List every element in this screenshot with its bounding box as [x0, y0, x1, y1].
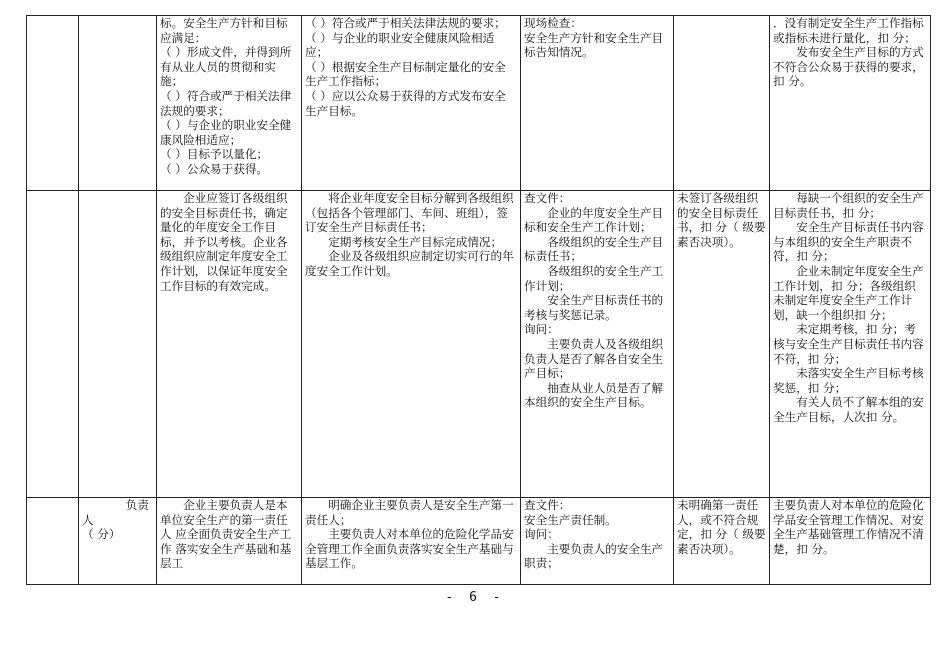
element-line: 人: [82, 512, 94, 527]
detail-cell: [302, 191, 521, 498]
detail-line: （ ）符合或严于相关法律法规的要求；: [305, 16, 506, 30]
method-cell: [521, 191, 674, 498]
method-line: 各级组织的安全生产目标责任书；: [524, 234, 664, 264]
table-row: [27, 16, 931, 191]
element-cell: [79, 498, 157, 585]
category-cell: [27, 16, 79, 191]
requirement-cell: [157, 16, 302, 191]
score-line: 未落实安全生产目标考核奖惩，扣 分；: [773, 366, 924, 395]
method-line: 查文件：: [524, 191, 571, 205]
detail-line: 明确企业主要负责人是安全生产第一责任人；: [305, 498, 514, 527]
detail-cell: [302, 16, 521, 191]
method-cell: [521, 16, 674, 191]
method-line: 企业的年度安全生产目标和安全生产工作计划；: [524, 205, 664, 235]
method-line: 安全生产方针和安全生产目标告知情况。: [524, 30, 664, 60]
score-line: 未定期考核，扣 分；考核与安全生产目标责任书内容不符，扣 分；: [773, 322, 924, 366]
detail-line: 主要负责人对本单位的危险化学品安全管理工作全面负责落实安全生产基础与基层工作。: [305, 527, 514, 571]
method-line: 现场检查：: [524, 16, 582, 30]
detail-line: 企业及各级组织应制定切实可行的年度安全工作计划。: [305, 249, 514, 278]
score-line: 安全生产目标责任书内容与本组织的安全生产职责不符，扣 分；: [773, 220, 924, 264]
score-cell: [770, 191, 931, 498]
requirement-line: （ ）目标予以量化；: [160, 147, 269, 162]
standard-table: [26, 15, 931, 585]
requirement-cell: [157, 498, 302, 585]
score-line: 每缺一个组织的安全生产目标责任书，扣 分；: [773, 191, 924, 220]
element-line: （ 分）: [82, 527, 121, 542]
veto-line: 未明确第一责任人，或不符合规定，扣 分（ 级要素否决项）。: [677, 498, 766, 556]
score-cell: [770, 498, 931, 585]
method-line: 抽查从业人员是否了解本组织的安全生产目标。: [524, 380, 664, 410]
category-cell: [27, 191, 79, 498]
table-row: [27, 498, 931, 585]
score-line: 主要负责人对本单位的危险化学品安全管理工作情况、对安全生产基础管理工作情况不清楚，扣 分。: [773, 498, 924, 556]
method-line: 主要负责人及各级组织负责人是否了解各自安全生产目标；: [524, 336, 664, 381]
page-number: - 6 -: [445, 590, 505, 605]
method-line: 查文件：: [524, 498, 571, 512]
detail-line: （ ）与企业的职业安全健康风险相适应；: [305, 30, 495, 60]
veto-cell: [674, 16, 770, 191]
method-line: 询问：: [524, 322, 559, 337]
table-row: [27, 191, 931, 498]
element-cell: [79, 16, 157, 191]
veto-cell: [674, 498, 770, 585]
detail-line: （ ）应以公众易于获得的方式发布安全生产目标。: [305, 88, 506, 118]
method-line: 询问：: [524, 527, 559, 542]
method-line: 主要负责人的安全生产职责；: [524, 541, 664, 571]
veto-cell: [674, 191, 770, 498]
method-cell: [521, 498, 674, 585]
requirement-line: （ ）符合或严于相关法律法规的要求；: [160, 88, 292, 118]
category-cell: [27, 498, 79, 585]
requirement-cell: [157, 191, 302, 498]
detail-line: 定期考核安全生产目标完成情况；: [328, 234, 503, 249]
score-line: 有关人员不了解本组的安全生产目标，人次扣 分。: [773, 395, 924, 424]
element-line: 负责: [125, 498, 149, 512]
requirement-line: 企业主要负责人是本单位安全生产的第一责任人 应全面负责安全生产工作 落实安全生产基础和基层工: [160, 498, 292, 571]
method-line: 安全生产目标责任书的考核与奖惩记录。: [524, 293, 664, 322]
veto-line: 未签订各级组织的安全目标责任书，扣 分（ 级要素否决项）。: [677, 191, 766, 249]
method-line: 各级组织的安全生产工作计划；: [524, 263, 664, 293]
element-cell: [79, 191, 157, 498]
requirement-line: 企业应签订各级组织的安全目标责任书，确定量化的年度安全工作目标，并予以考核。企业各级组织应制定年度安全工作计划，以保证年度安全工作目标的有效完成。: [160, 191, 288, 293]
requirement-line: （ ）与企业的职业安全健康风险相适应；: [160, 118, 292, 147]
score-line: ．没有制定安全生产工作指标或指标未进行量化，扣 分；: [773, 16, 924, 45]
detail-cell: [302, 498, 521, 585]
requirement-line: （ ）公众易于获得。: [160, 161, 269, 176]
score-line: 发布安全生产目标的方式不符合公众易于获得的要求，扣 分。: [773, 45, 924, 89]
detail-line: （ ）根据安全生产目标制定量化的安全生产工作指标；: [305, 59, 506, 89]
score-line: 企业未制定年度安全生产工作计划，扣 分；各级组织未制定年度安全生产工作计划，缺一个组织扣 分；: [773, 263, 924, 322]
score-cell: [770, 16, 931, 191]
requirement-line: （ ）形成文件，并得到所有从业人员的贯彻和实施；: [160, 45, 292, 89]
requirement-line: 标。安全生产方针和目标应满足：: [160, 16, 288, 45]
method-line: 安全生产责任制。: [524, 512, 617, 527]
detail-line: 将企业年度安全目标分解到各级组织（包括各个管理部门、车间、班组），签订安全生产目标责任书；: [305, 191, 514, 235]
